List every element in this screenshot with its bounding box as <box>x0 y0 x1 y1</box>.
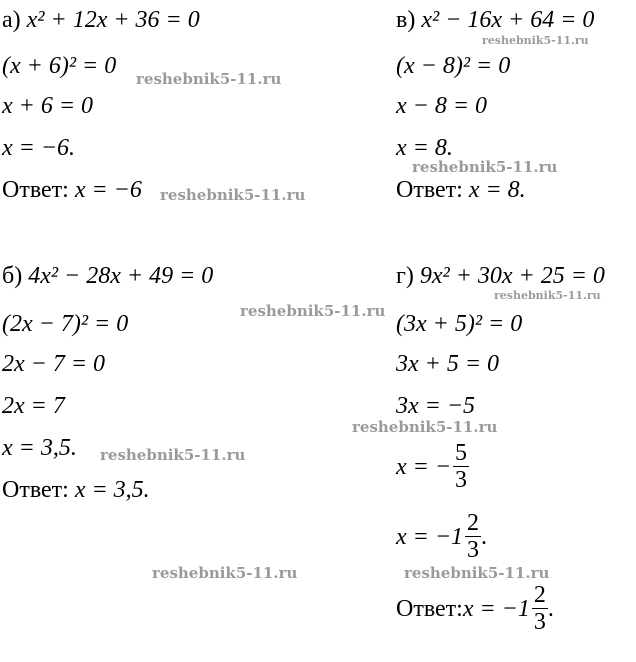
problem-g-step-3: 3x = −5 <box>396 393 476 419</box>
answer-value: x = 8. <box>468 177 526 203</box>
watermark: reshebnik5-11.ru <box>352 418 498 436</box>
watermark: reshebnik5-11.ru <box>482 34 589 47</box>
fraction-lhs: x = − <box>396 453 452 480</box>
problem-v-equation <box>396 6 594 34</box>
problem-b-equation <box>2 262 213 290</box>
fraction <box>532 582 548 635</box>
fraction-denominator: 3 <box>455 467 468 493</box>
watermark: reshebnik5-11.ru <box>412 158 558 176</box>
problem-a-step-3: x = −6. <box>2 135 76 161</box>
fraction-numerator: 2 <box>467 510 480 536</box>
fraction <box>465 510 481 563</box>
problem-b-label: б) <box>2 263 29 289</box>
watermark: reshebnik5-11.ru <box>136 70 282 88</box>
problem-b-step-4: x = 3,5. <box>2 435 77 461</box>
fraction-numerator: 2 <box>533 582 546 608</box>
watermark: reshebnik5-11.ru <box>404 564 550 582</box>
problem-v-label: в) <box>396 7 422 33</box>
answer-word: Ответ: <box>396 177 469 203</box>
watermark: reshebnik5-11.ru <box>240 302 386 320</box>
watermark: reshebnik5-11.ru <box>160 186 306 204</box>
problem-a-expression: x² + 12x + 36 = 0 <box>26 7 200 33</box>
fraction-numerator: 5 <box>455 440 468 466</box>
problem-g-step-1: (3x + 5)² = 0 <box>396 311 523 337</box>
fraction-denominator: 3 <box>533 609 546 635</box>
period: . <box>481 523 488 550</box>
watermark: reshebnik5-11.ru <box>100 446 246 464</box>
problem-g-step-4 <box>396 440 469 493</box>
problem-b-answer <box>2 476 150 504</box>
problem-b-step-1: (2x − 7)² = 0 <box>2 311 129 337</box>
problem-a-equation <box>2 6 200 34</box>
answer-word: Ответ: <box>2 177 75 203</box>
problem-v-step-1: (x − 8)² = 0 <box>396 53 511 79</box>
answer-value: x = −1 <box>462 595 530 622</box>
mixed-number-lhs: x = −1 <box>396 523 464 550</box>
watermark: reshebnik5-11.ru <box>152 564 298 582</box>
problem-g-step-5 <box>396 510 487 563</box>
fraction <box>453 440 469 493</box>
problem-g-expression: 9x² + 30x + 25 = 0 <box>419 263 605 289</box>
problem-a-label: а) <box>2 7 27 33</box>
answer-word: Ответ: <box>396 595 463 622</box>
watermark: reshebnik5-11.ru <box>494 289 601 302</box>
period: . <box>547 595 554 622</box>
problem-v-answer <box>396 176 526 204</box>
fraction-denominator: 3 <box>467 537 480 563</box>
problem-a-answer <box>2 176 142 204</box>
answer-word: Ответ: <box>2 477 75 503</box>
problem-b-expression: 4x² − 28x + 49 = 0 <box>28 263 214 289</box>
answer-value: x = −6 <box>74 177 142 203</box>
problem-g-equation <box>396 262 605 290</box>
problem-b-step-2: 2x − 7 = 0 <box>2 351 106 377</box>
problem-v-step-3: x = 8. <box>396 135 453 161</box>
problem-a-step-2: x + 6 = 0 <box>2 93 94 119</box>
answer-value: x = 3,5. <box>74 477 150 503</box>
problem-b-step-3: 2x = 7 <box>2 393 65 419</box>
problem-v-step-2: x − 8 = 0 <box>396 93 488 119</box>
problem-v-expression: x² − 16x + 64 = 0 <box>421 7 595 33</box>
problem-a-step-1: (x + 6)² = 0 <box>2 53 117 79</box>
problem-g-answer <box>396 582 554 635</box>
problem-g-label: г) <box>396 263 420 289</box>
problem-g-step-2: 3x + 5 = 0 <box>396 351 500 377</box>
